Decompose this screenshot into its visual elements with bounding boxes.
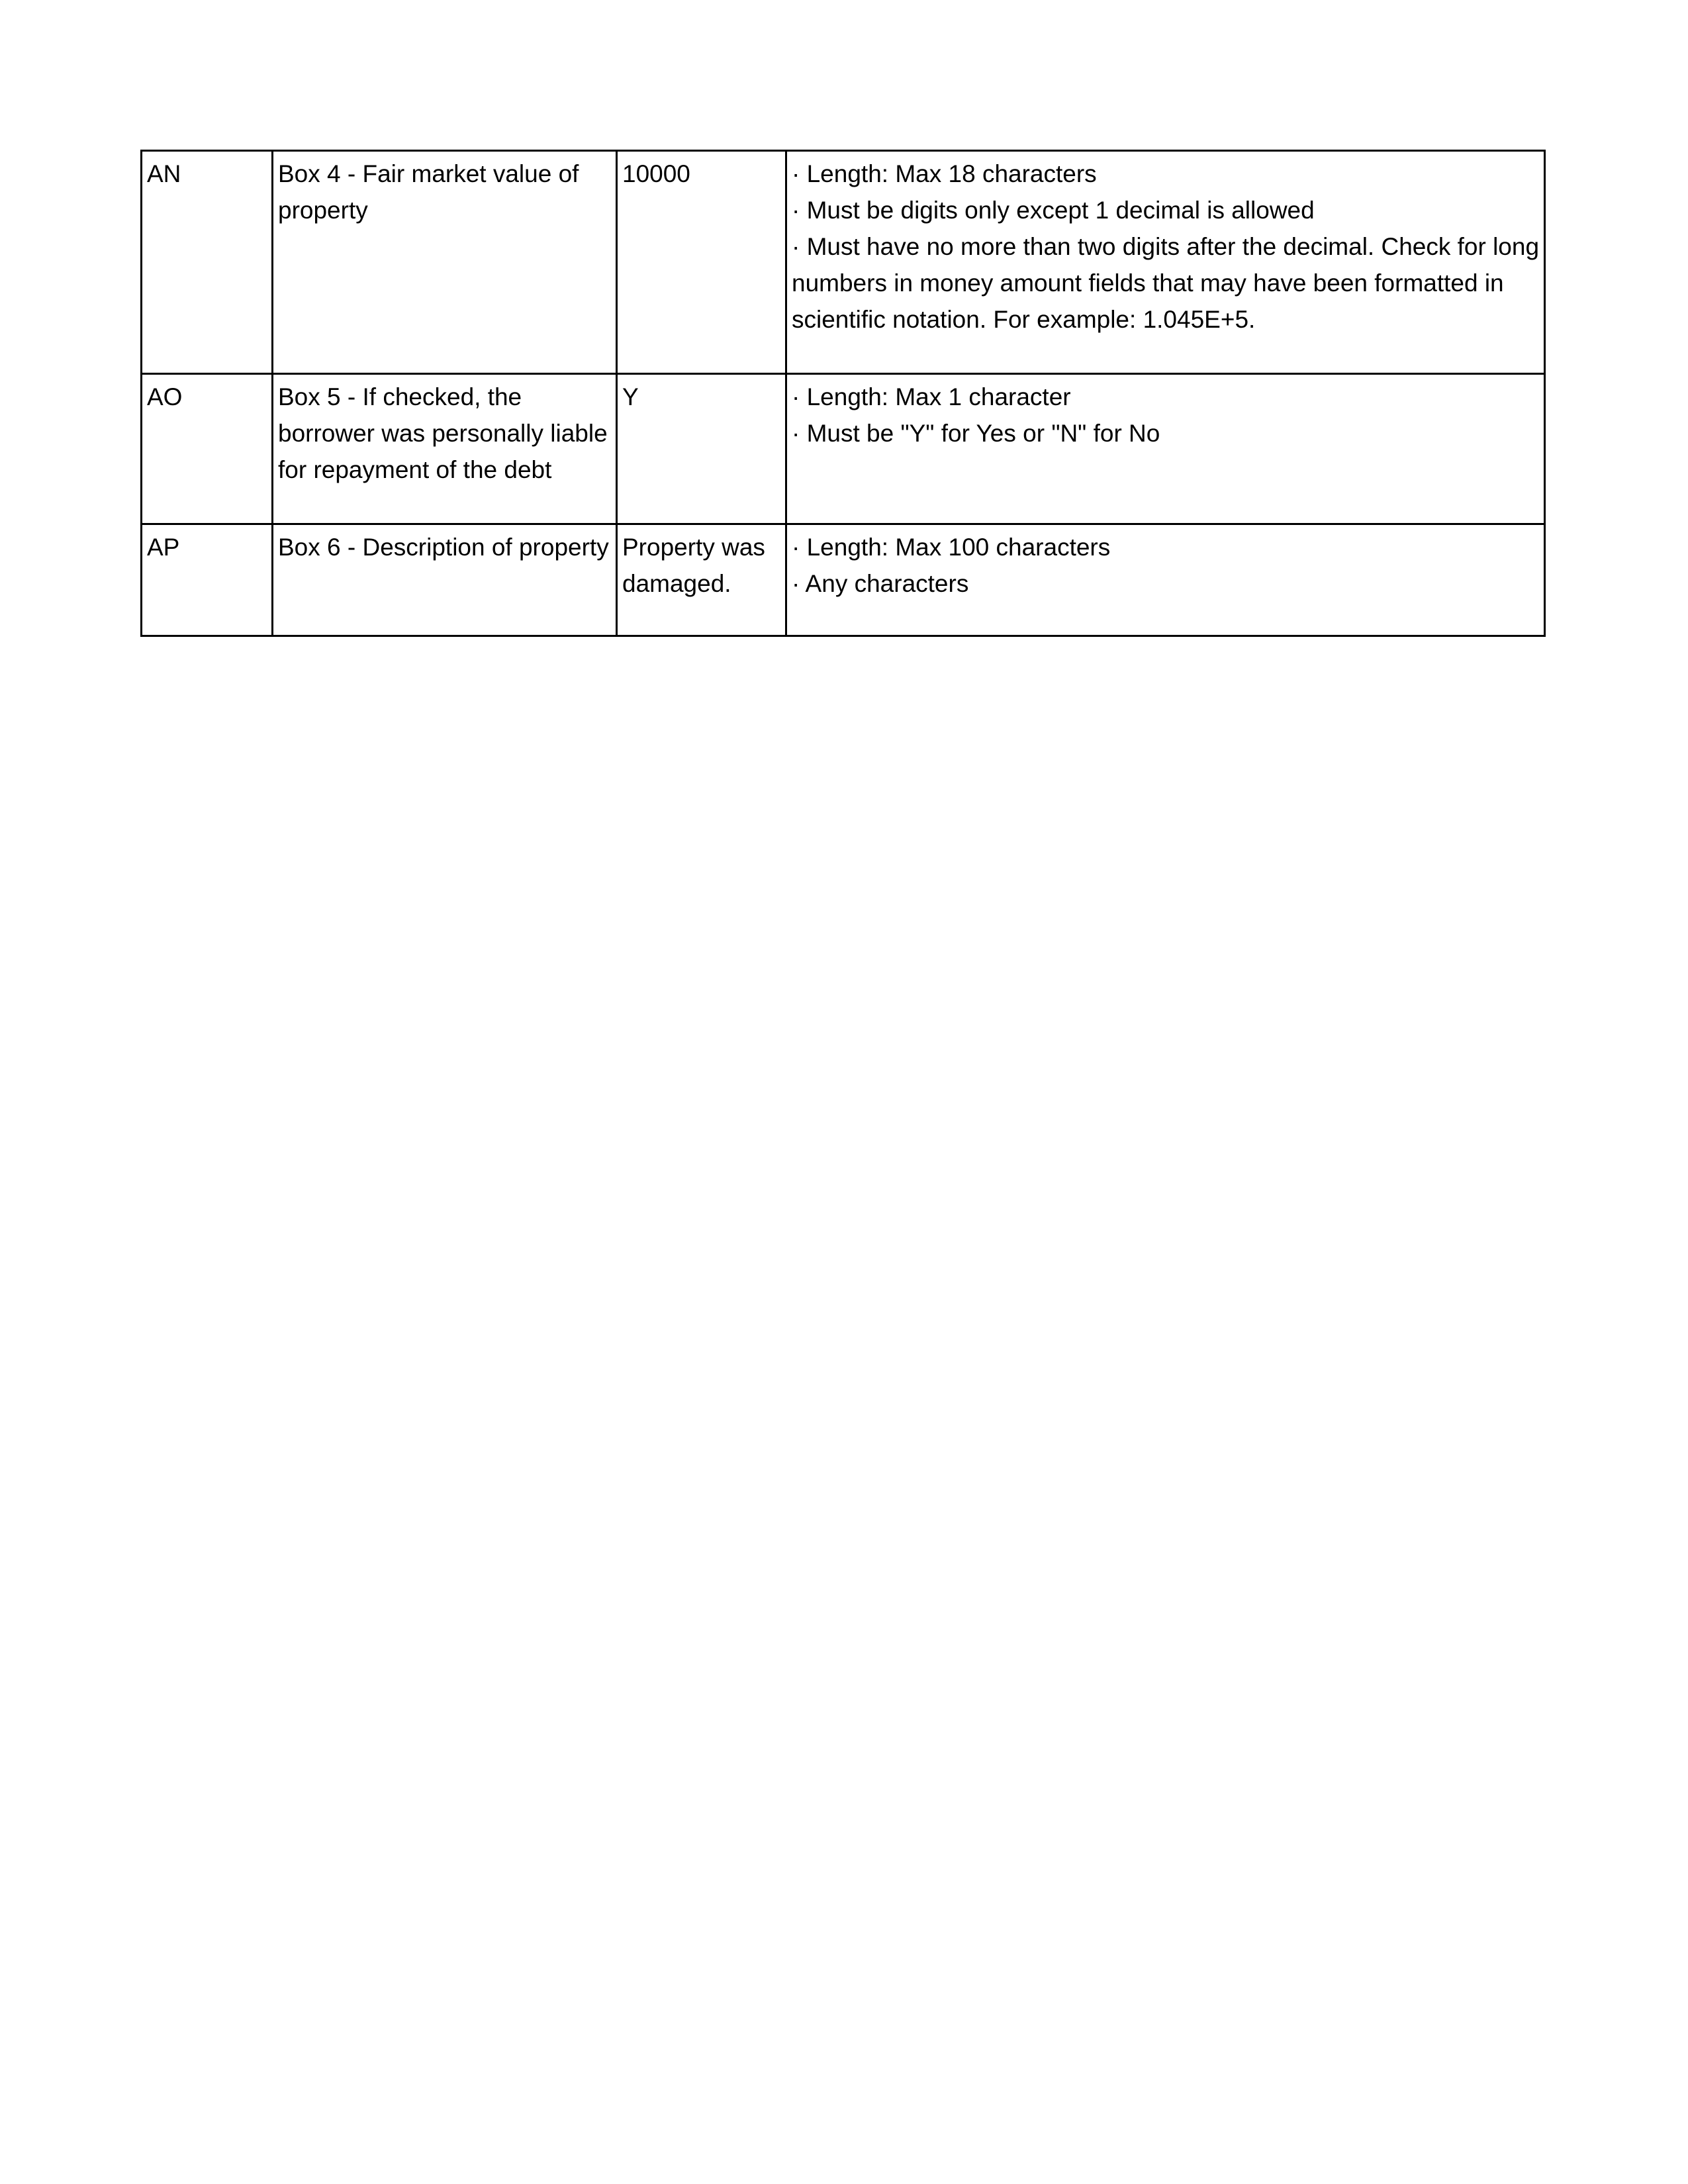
column-code-cell: AO <box>142 374 273 524</box>
column-code-cell: AN <box>142 151 273 374</box>
field-spec-table <box>140 150 1546 637</box>
field-description-cell: Box 4 - Fair market value of property <box>273 151 617 374</box>
rule-line: · Must be "Y" for Yes or "N" for No <box>792 420 1160 447</box>
rule-line: · Length: Max 1 character <box>792 383 1071 410</box>
sample-value-cell: Property was damaged. <box>617 524 786 636</box>
table-row <box>142 374 1545 524</box>
field-description-cell: Box 6 - Description of property <box>273 524 617 636</box>
rule-line: · Must be digits only except 1 decimal is allowed <box>792 197 1315 224</box>
table-row <box>142 151 1545 374</box>
rule-line: · Any characters <box>792 570 969 597</box>
validation-rules-cell <box>786 374 1545 524</box>
validation-rules-cell <box>786 151 1545 374</box>
column-code-cell: AP <box>142 524 273 636</box>
rule-line: · Must have no more than two digits after the decimal. Check for long numbers in money amount fields that may have been formatted in scientific notation. For example: 1.045E+5. <box>792 233 1540 333</box>
rule-line: · Length: Max 18 characters <box>792 160 1097 187</box>
table-row <box>142 524 1545 636</box>
sample-value-cell: Y <box>617 374 786 524</box>
field-description-cell: Box 5 - If checked, the borrower was personally liable for repayment of the debt <box>273 374 617 524</box>
rule-line: · Length: Max 100 characters <box>792 534 1111 561</box>
sample-value-cell: 10000 <box>617 151 786 374</box>
validation-rules-cell <box>786 524 1545 636</box>
